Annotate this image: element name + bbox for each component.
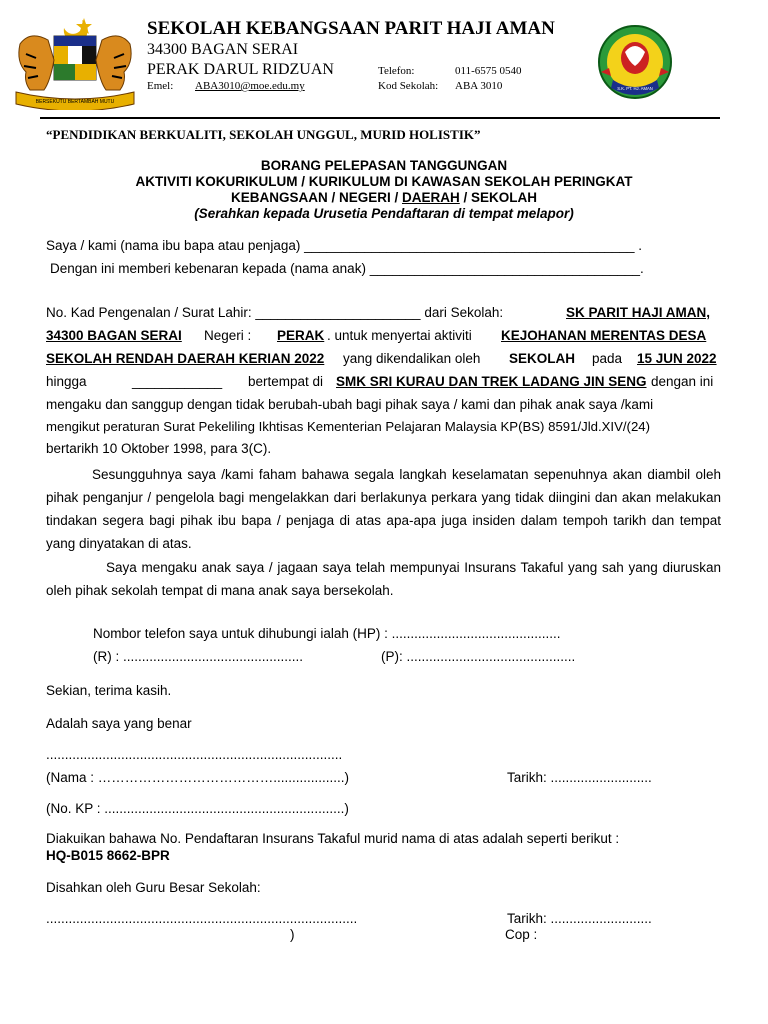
svg-text:S.K. PT. HJ. AMAN: S.K. PT. HJ. AMAN xyxy=(617,86,653,91)
sincerely-text: Adalah saya yang benar xyxy=(46,716,192,731)
address-line-2: PERAK DARUL RIDZUAN xyxy=(147,61,334,78)
until-label: hingga xyxy=(46,374,87,389)
headmaster-close-paren: ) xyxy=(290,927,295,942)
activity-value-2: SEKOLAH RENDAH DAERAH KERIAN 2022 xyxy=(46,351,325,366)
malaysia-crest-logo xyxy=(12,14,138,110)
form-subtitle-1: AKTIVITI KOKURIKULUM / KURIKULUM DI KAWASAN SEKOLAH PERINGKAT xyxy=(135,174,633,189)
level-options-b: / SEKOLAH xyxy=(459,190,538,205)
insurance-paragraph: Saya mengaku anak saya / jagaan saya telah mempunyai Insurans Takaful yang sah yang diuruskan oleh pihak sekolah tempat di mana anak saya bersekolah. xyxy=(46,560,721,598)
level-options-a: KEBANGSAAN / NEGERI / xyxy=(230,190,402,205)
safety-paragraph: Sesungguhnya saya /kami faham bahawa segala langkah keselamatan sepenuhnya akan diambil oleh pihak penganjur / pengelola bagi mengelakkan dari berlakunya perkara yang tidak diingini dan akan melakukan tindakan segera bagi pihak ibu bapa / penjaga di atas apa-apa juga insiden dalam tempoh tarikh dan tempat yang dinyatakan di atas. xyxy=(46,467,721,551)
form-title: BORANG PELEPASAN TANGGUNGAN xyxy=(260,158,508,173)
phone-r-field[interactable]: (R) : ................................................ xyxy=(93,649,304,664)
para1-line-2: mengikut peraturan Surat Pekeliling Ikhtisas Kementerian Pelajaran Malaysia KP(BS) 8591/Jld.XIV/(24) xyxy=(46,419,650,434)
insurance-ack-text: Diakuikan bahawa No. Pendaftaran Insurans Takaful murid nama di atas adalah seperti berikut : xyxy=(46,831,620,846)
svg-text:BERSEKUTU BERTAMBAH MUTU: BERSEKUTU BERTAMBAH MUTU xyxy=(35,99,115,105)
child-name-line[interactable]: Dengan ini memberi kebenaran kepada (nama anak) ____________________________________. xyxy=(50,261,644,276)
school-value: SK PARIT HAJI AMAN, xyxy=(566,305,711,320)
headmaster-date-field[interactable]: Tarikh: ........................... xyxy=(507,911,652,926)
phone-p-field[interactable]: (P): ............................................. xyxy=(381,649,576,664)
phone-label: Telefon: xyxy=(378,65,415,77)
school-city: 34300 BAGAN SERAI xyxy=(46,328,182,343)
venue-value: SMK SRI KURAU DAN TREK LADANG JIN SENG xyxy=(336,374,647,389)
signature-field[interactable]: ............................................................................... xyxy=(46,747,343,762)
form-subtitle-2 xyxy=(0,190,768,205)
header-divider xyxy=(40,117,720,119)
kp-field[interactable]: (No. KP : ................................................................) xyxy=(46,801,349,816)
activity-lead: . untuk menyertai aktiviti xyxy=(327,328,472,343)
school-code-value: ABA 3010 xyxy=(455,80,503,92)
ic-prefix[interactable]: No. Kad Pengenalan / Surat Lahir: ______________________ dari Sekolah: xyxy=(46,305,504,320)
para1-line-3: bertarikh 10 Oktober 1998, para 3(C). xyxy=(46,441,272,456)
school-logo xyxy=(595,22,675,104)
venue-label: bertempat di xyxy=(248,374,324,389)
venue-tail: dengan ini xyxy=(651,374,714,389)
email-label: Emel: xyxy=(147,80,174,92)
school-motto: “PENDIDIKAN BERKUALITI, SEKOLAH UNGGUL, MURID HOLISTIK” xyxy=(46,127,481,142)
para1-line-1: mengaku dan sanggup dengan tidak berubah-ubah bagi pihak saya / kami dan pihak anak saya /kami xyxy=(46,397,654,412)
until-blank[interactable]: ____________ xyxy=(132,374,223,389)
negeri-label: Negeri : xyxy=(204,328,252,343)
phone-hp-field[interactable]: Nombor telefon saya untuk dihubungi ialah (HP) : ............................................. xyxy=(93,626,561,641)
date-on-label: pada xyxy=(592,351,623,366)
date-field[interactable]: Tarikh: ........................... xyxy=(507,770,652,785)
approved-by-text: Disahkan oleh Guru Besar Sekolah: xyxy=(46,880,261,895)
insurance-number: HQ-B015 8662-BPR xyxy=(46,848,170,863)
phone-value: 011-6575 0540 xyxy=(455,65,522,77)
managed-by-label: yang dikendalikan oleh xyxy=(343,351,481,366)
name-field[interactable]: (Nama : …………………………………...................) xyxy=(46,770,350,785)
date-value: 15 JUN 2022 xyxy=(637,351,717,366)
stamp-label: Cop : xyxy=(505,927,538,942)
school-code-label: Kod Sekolah: xyxy=(378,80,439,92)
address-line-1: 34300 BAGAN SERAI xyxy=(147,41,299,58)
managed-by-value: SEKOLAH xyxy=(509,351,576,366)
level-selected: DAERAH xyxy=(402,190,460,205)
school-name: SEKOLAH KEBANGSAAN PARIT HAJI AMAN xyxy=(147,18,555,39)
closing-text: Sekian, terima kasih. xyxy=(46,683,172,698)
activity-value-1: KEJOHANAN MERENTAS DESA xyxy=(501,328,707,343)
negeri-value: PERAK xyxy=(277,328,325,343)
form-instruction: (Serahkan kepada Urusetia Pendaftaran di tempat melapor) xyxy=(194,206,574,221)
ic-line xyxy=(46,305,503,320)
email-value[interactable]: ABA3010@moe.edu.my xyxy=(195,80,305,92)
headmaster-signature-field[interactable]: ................................................................................... xyxy=(46,911,358,926)
parent-name-line[interactable]: Saya / kami (nama ibu bapa atau penjaga) ____________________________________________ . xyxy=(46,238,643,253)
